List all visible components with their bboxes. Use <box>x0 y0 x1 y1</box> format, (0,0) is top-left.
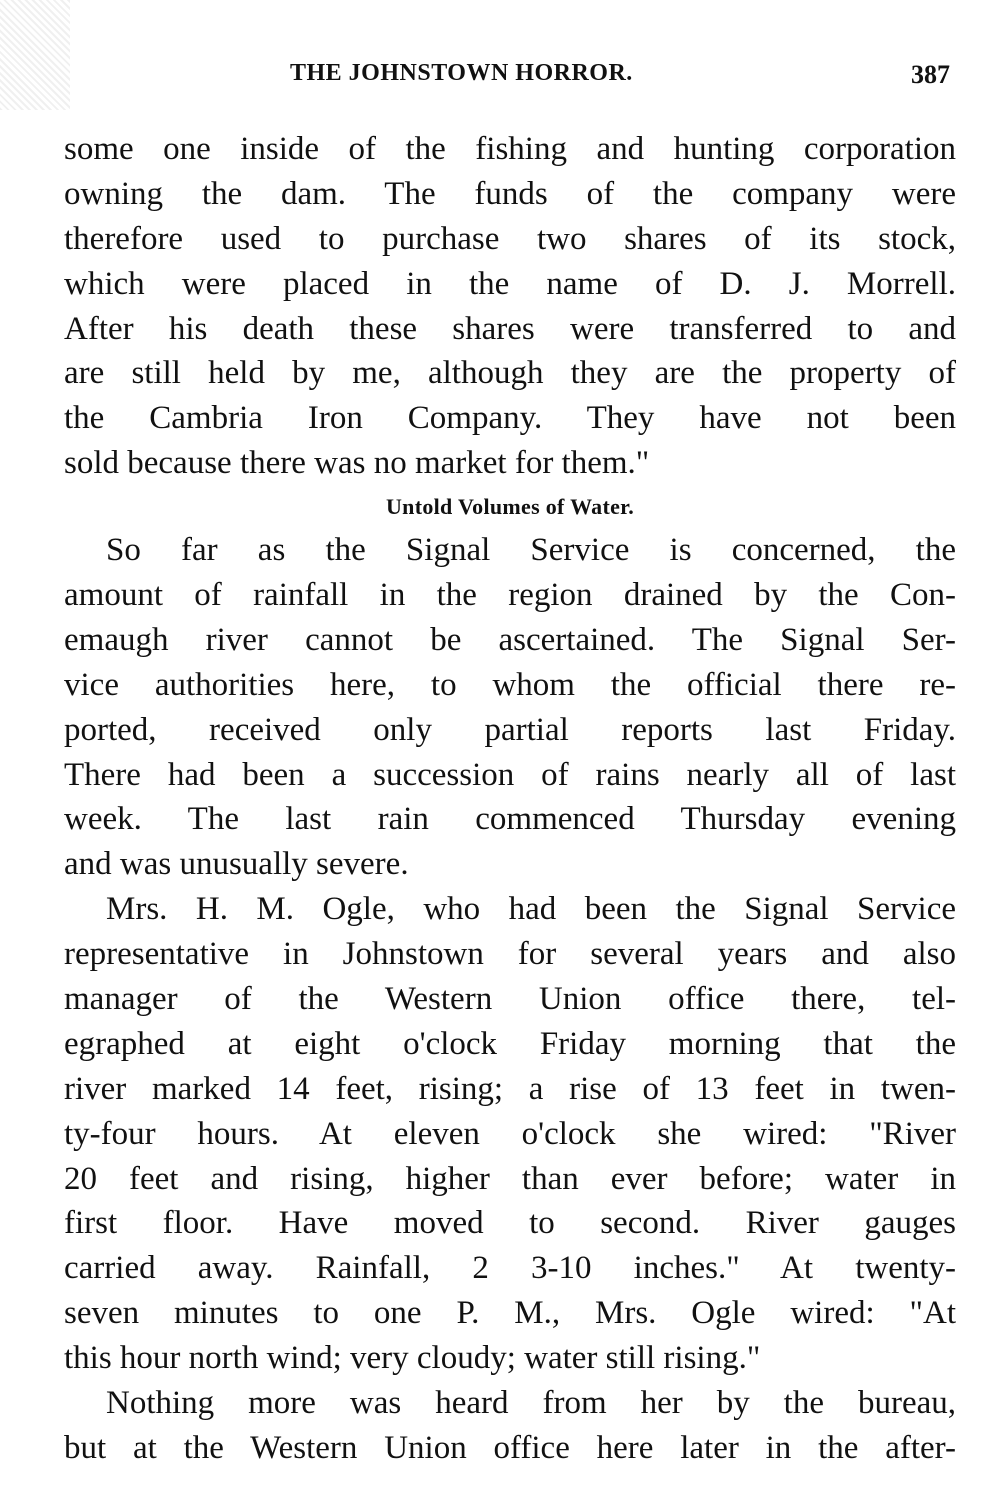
text-line: ty-four hours. At eleven o'clock she wired: "River <box>64 1115 956 1152</box>
text-line: this hour north wind; very cloudy; water still rising." <box>64 1340 761 1377</box>
text-line: Mrs. H. M. Ogle, who had been the Signal Service <box>106 891 956 928</box>
text-line: seven minutes to one P. M., Mrs. Ogle wired: "At <box>64 1295 956 1332</box>
text-line: some one inside of the fishing and hunting corporation <box>64 131 956 167</box>
text-line: which were placed in the name of D. J. Morrell. <box>64 265 956 302</box>
text-line: amount of rainfall in the region drained by the Con- <box>64 577 956 614</box>
paragraph-continued <box>64 127 956 486</box>
section-subheading: Untold Volumes of Water. <box>385 494 635 520</box>
running-header <box>0 60 1000 96</box>
paragraph-nothing-more <box>64 1381 956 1471</box>
text-line: first floor. Have moved to second. River gauges <box>64 1205 956 1242</box>
text-line: vice authorities here, to whom the official there re- <box>64 666 956 703</box>
text-line: are still held by me, although they are the property of <box>64 355 956 392</box>
text-line: 20 feet and rising, higher than ever before; water in <box>64 1160 956 1197</box>
text-line: So far as the Signal Service is concerned, the <box>106 532 956 569</box>
text-line: manager of the Western Union office there, tel- <box>64 981 956 1018</box>
text-line: There had been a succession of rains nearly all of last <box>64 756 956 793</box>
text-line: week. The last rain commenced Thursday evening <box>64 801 956 838</box>
text-line: owning the dam. The funds of the company were <box>64 175 956 212</box>
text-line: emaugh river cannot be ascertained. The Signal Ser- <box>64 621 956 658</box>
text-line: ported, received only partial reports last Friday. <box>64 711 956 748</box>
text-line: and was unusually severe. <box>64 846 409 883</box>
text-line: egraphed at eight o'clock Friday morning that the <box>64 1025 956 1062</box>
text-line: the Cambria Iron Company. They have not been <box>64 400 956 437</box>
paragraph-signal-service <box>64 528 956 887</box>
body-text <box>64 127 956 1471</box>
text-line: river marked 14 feet, rising; a rise of 13 feet in twen- <box>64 1070 956 1107</box>
text-line: representative in Johnstown for several years and also <box>64 936 956 973</box>
text-line: Nothing more was heard from her by the bureau, <box>106 1385 956 1422</box>
text-line: therefore used to purchase two shares of its stock, <box>64 220 956 257</box>
page-number: 387 <box>911 60 950 89</box>
text-line: After his death these shares were transferred to and <box>64 310 956 347</box>
text-line: carried away. Rainfall, 2 3-10 inches." At twenty- <box>64 1250 956 1287</box>
paragraph-mrs-ogle <box>64 887 956 1381</box>
text-line: but at the Western Union office here later in the after- <box>64 1429 956 1466</box>
running-title: THE JOHNSTOWN HORROR. <box>290 60 633 86</box>
text-line: sold because there was no market for them." <box>64 445 650 482</box>
